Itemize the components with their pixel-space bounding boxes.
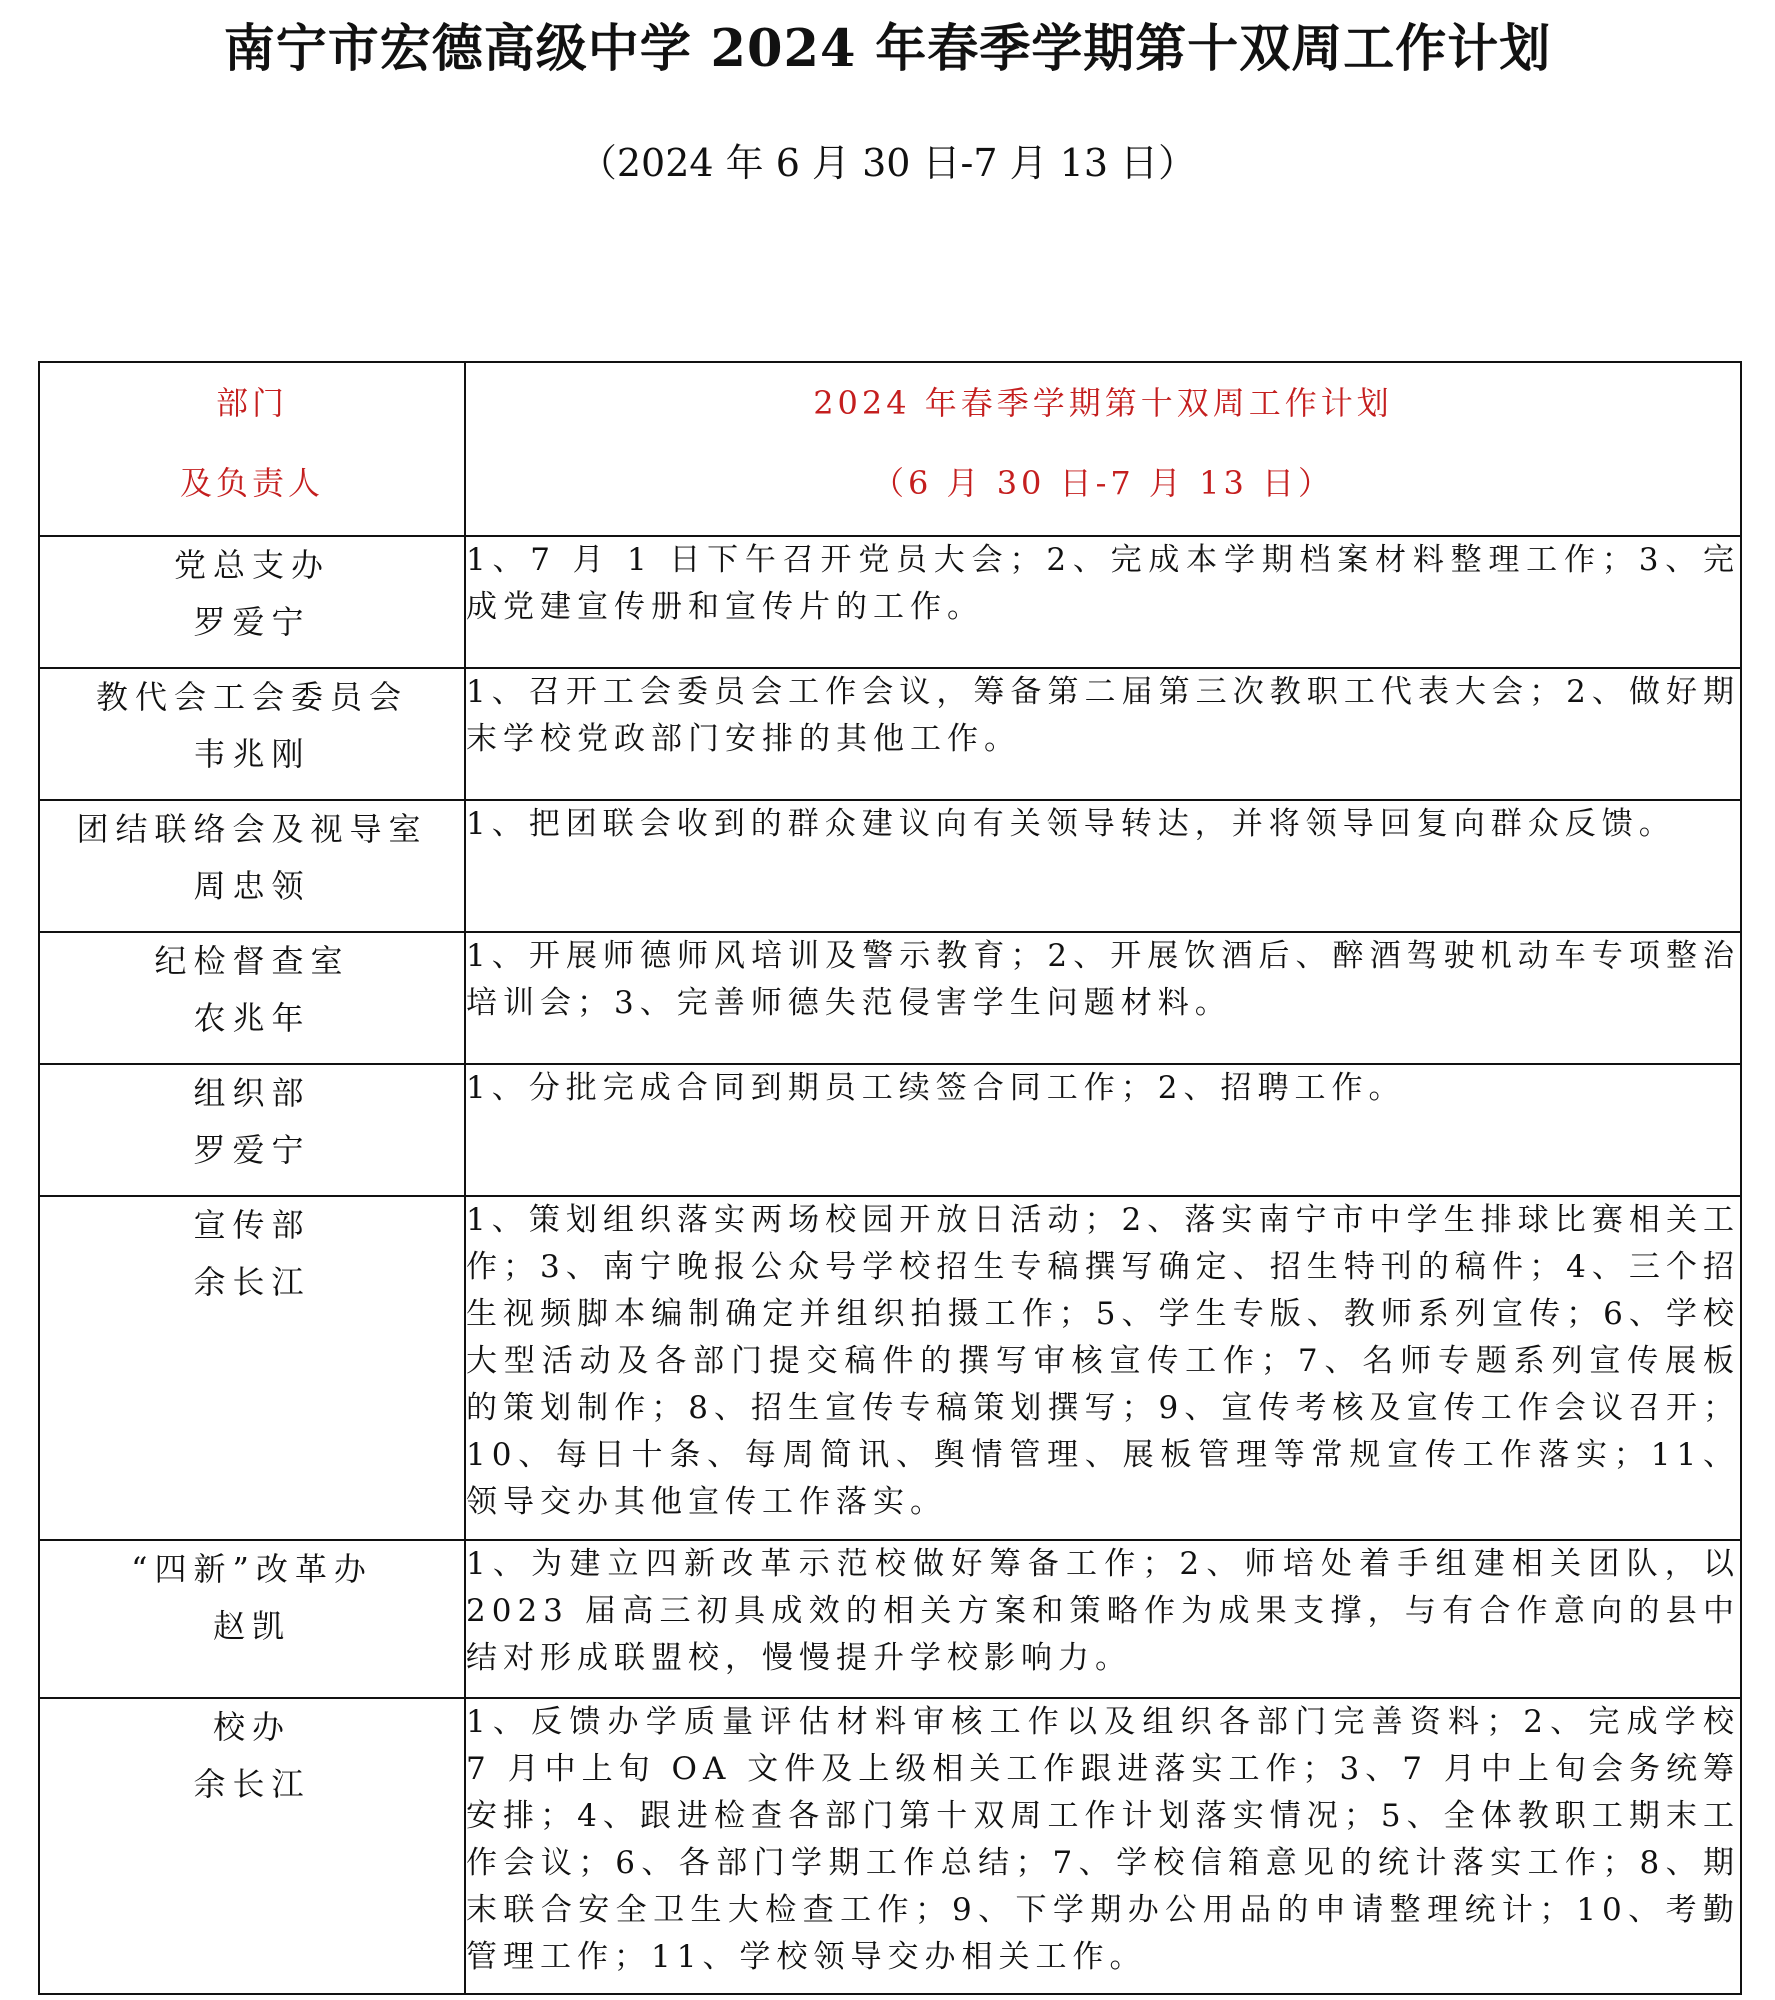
header-plan-title: 2024 年春季学期第十双周工作计划 <box>813 384 1393 422</box>
dept-person: 韦兆刚 <box>193 735 311 773</box>
dept-cell <box>39 1540 465 1698</box>
plan-content: 1、分批完成合同到期员工续签合同工作；2、招聘工作。 <box>465 1064 1741 1196</box>
header-plan-cell <box>465 362 1741 536</box>
table-row <box>39 1196 1741 1540</box>
header-dept-cell <box>39 362 465 536</box>
plan-content: 1、开展师德师风培训及警示教育；2、开展饮酒后、醉酒驾驶机动车专项整治培训会；3、完善师德失范侵害学生问题材料。 <box>465 932 1741 1064</box>
dept-person: 周忠领 <box>193 867 311 905</box>
dept-cell <box>39 536 465 668</box>
dept-name: 组织部 <box>193 1074 311 1112</box>
table-row <box>39 1064 1741 1196</box>
plan-content: 1、为建立四新改革示范校做好筹备工作；2、师培处着手组建相关团队，以 2023 届高三初具成效的相关方案和策略作为成果支撑，与有合作意向的县中结对形成联盟校，慢慢提升学校影响力。 <box>465 1540 1741 1698</box>
plan-content: 1、反馈办学质量评估材料审核工作以及组织各部门完善资料；2、完成学校 7 月中上旬 OA 文件及上级相关工作跟进落实工作；3、7 月中上旬会务统筹安排；4、跟进检查各部门第十双周工作计划落实情况；5、全体教职工期末工作会议；6、各部门学期工作总结；7、学校信箱意见的统计落实工作；8、期末联合安全卫生大检查工作；9、下学期办公用品的申请整理统计；10、考勤管理工作；11、学校领导交办相关工作。 <box>465 1698 1741 1994</box>
dept-cell <box>39 1196 465 1540</box>
plan-content: 1、召开工会委员会工作会议，筹备第二届第三次教职工代表大会；2、做好期末学校党政部门安排的其他工作。 <box>465 668 1741 800</box>
header-plan-dates: （6 月 30 日-7 月 13 日） <box>871 464 1334 502</box>
dept-name: 党总支办 <box>173 546 330 584</box>
document-date-range: （2024 年 6 月 30 日-7 月 13 日） <box>578 141 1197 185</box>
table-row <box>39 1698 1741 1994</box>
dept-name: 校办 <box>212 1708 291 1746</box>
table-row <box>39 800 1741 932</box>
work-plan-table <box>38 361 1742 1995</box>
table-row <box>39 1540 1741 1698</box>
dept-name: 宣传部 <box>193 1206 311 1244</box>
dept-person: 罗爱宁 <box>193 603 311 641</box>
plan-content: 1、7 月 1 日下午召开党员大会；2、完成本学期档案材料整理工作；3、完成党建宣传册和宣传片的工作。 <box>465 536 1741 668</box>
dept-cell <box>39 800 465 932</box>
header-person-label: 及负责人 <box>179 464 324 502</box>
dept-person: 农兆年 <box>193 999 311 1037</box>
dept-person: 余长江 <box>193 1765 311 1803</box>
dept-cell <box>39 932 465 1064</box>
plan-content: 1、把团联会收到的群众建议向有关领导转达，并将领导回复向群众反馈。 <box>465 800 1741 932</box>
plan-content: 1、策划组织落实两场校园开放日活动；2、落实南宁市中学生排球比赛相关工作；3、南宁晚报公众号学校招生专稿撰写确定、招生特刊的稿件；4、三个招生视频脚本编制确定并组织拍摄工作；5、学生专版、教师系列宣传；6、学校大型活动及各部门提交稿件的撰写审核宣传工作；7、名师专题系列宣传展板的策划制作；8、招生宣传专稿策划撰写；9、宣传考核及宣传工作会议召开；10、每日十条、每周简讯、舆情管理、展板管理等常规宣传工作落实；11、领导交办其他宣传工作落实。 <box>465 1196 1741 1540</box>
dept-name: “四新”改革办 <box>131 1550 373 1588</box>
table-row <box>39 536 1741 668</box>
table-row <box>39 668 1741 800</box>
dept-person: 罗爱宁 <box>193 1131 311 1169</box>
dept-name: 团结联络会及视导室 <box>76 810 428 848</box>
header-dept-label: 部门 <box>215 384 288 422</box>
table-header-row <box>39 362 1741 536</box>
table-row <box>39 932 1741 1064</box>
dept-name: 纪检督查室 <box>154 942 350 980</box>
dept-cell <box>39 1064 465 1196</box>
document-title: 南宁市宏德高级中学 2024 年春季学期第十双周工作计划 <box>223 19 1552 79</box>
dept-name: 教代会工会委员会 <box>95 678 408 716</box>
dept-person: 余长江 <box>193 1263 311 1301</box>
dept-cell <box>39 668 465 800</box>
dept-person: 赵凯 <box>212 1607 291 1645</box>
dept-cell <box>39 1698 465 1994</box>
